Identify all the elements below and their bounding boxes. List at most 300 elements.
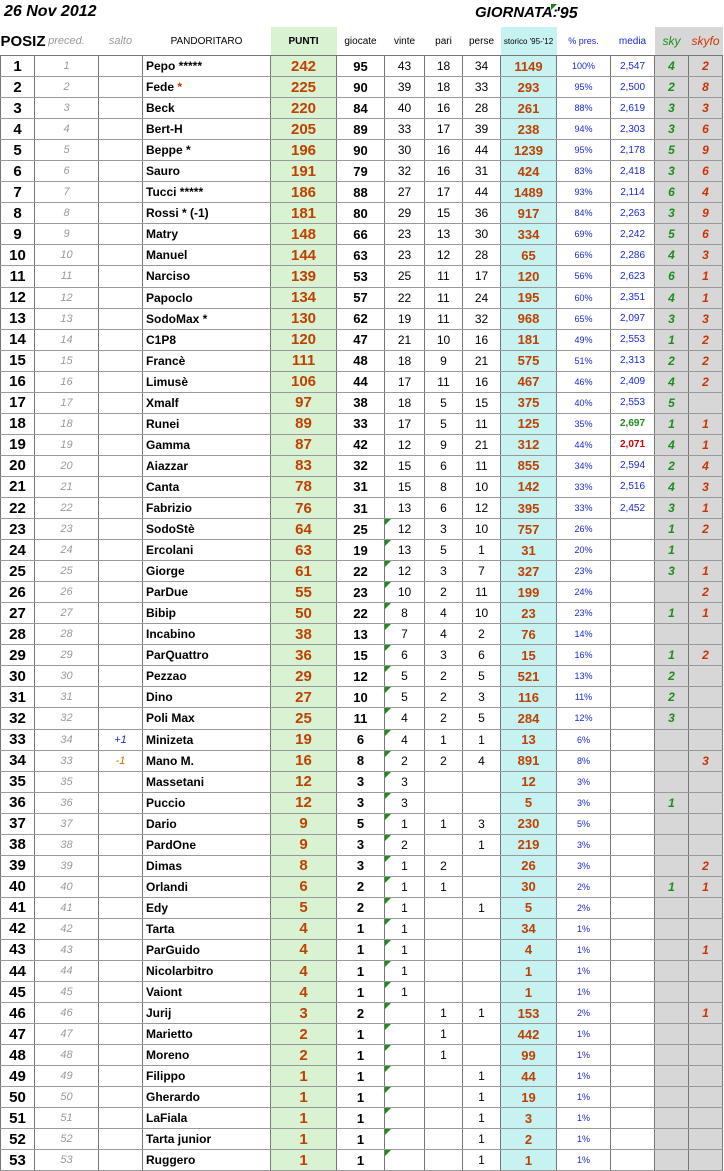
corner-triangle-icon bbox=[385, 1129, 391, 1135]
wins-cell: 8 bbox=[385, 603, 425, 624]
points-cell: 83 bbox=[271, 455, 337, 476]
sky-cell: 1 bbox=[655, 876, 689, 897]
sky-cell bbox=[655, 582, 689, 603]
col-header-giocate: giocate bbox=[344, 35, 377, 47]
presence-percent-cell: 100% bbox=[557, 56, 611, 77]
previous-position-cell: 42 bbox=[35, 918, 99, 939]
historic-cell: 65 bbox=[501, 245, 557, 266]
played-cell: 42 bbox=[337, 434, 385, 455]
average-cell: 2,418 bbox=[611, 161, 655, 182]
player-name-cell bbox=[143, 476, 271, 497]
player-name: Pezzao bbox=[146, 669, 187, 684]
wins-cell bbox=[385, 1045, 425, 1066]
jump-cell bbox=[99, 792, 143, 813]
historic-cell: 23 bbox=[501, 603, 557, 624]
player-name: Tarta junior bbox=[146, 1132, 212, 1147]
average-cell bbox=[611, 582, 655, 603]
position-cell: 5 bbox=[1, 140, 35, 161]
draws-cell bbox=[425, 1066, 463, 1087]
historic-cell: 575 bbox=[501, 350, 557, 371]
draws-cell: 12 bbox=[425, 245, 463, 266]
wins-cell: 21 bbox=[385, 329, 425, 350]
jump-cell bbox=[99, 540, 143, 561]
losses-cell bbox=[463, 855, 501, 876]
draws-cell: 2 bbox=[425, 750, 463, 771]
draws-cell: 3 bbox=[425, 519, 463, 540]
losses-cell: 12 bbox=[463, 497, 501, 518]
average-cell bbox=[611, 1003, 655, 1024]
table-row bbox=[1, 645, 723, 666]
table-row bbox=[1, 540, 723, 561]
player-name: Dimas bbox=[146, 858, 183, 873]
table-row bbox=[1, 687, 723, 708]
presence-percent-cell: 33% bbox=[557, 497, 611, 518]
played-cell: 66 bbox=[337, 224, 385, 245]
player-name: ParGuido bbox=[146, 942, 201, 957]
skyfo-cell bbox=[689, 540, 723, 561]
points-cell: 130 bbox=[271, 308, 337, 329]
historic-cell: 424 bbox=[501, 161, 557, 182]
presence-percent-cell: 3% bbox=[557, 771, 611, 792]
average-cell bbox=[611, 1108, 655, 1129]
presence-percent-cell: 95% bbox=[557, 77, 611, 98]
player-name: ParQuattro bbox=[146, 648, 209, 663]
losses-cell: 1 bbox=[463, 897, 501, 918]
jump-cell bbox=[99, 1150, 143, 1171]
table-row bbox=[1, 897, 723, 918]
draws-cell bbox=[425, 961, 463, 982]
draws-cell: 11 bbox=[425, 266, 463, 287]
points-cell: 225 bbox=[271, 77, 337, 98]
losses-cell: 1 bbox=[463, 540, 501, 561]
wins-cell: 1 bbox=[385, 939, 425, 960]
losses-cell: 10 bbox=[463, 519, 501, 540]
played-cell: 90 bbox=[337, 140, 385, 161]
draws-cell: 5 bbox=[425, 413, 463, 434]
played-cell: 22 bbox=[337, 561, 385, 582]
presence-percent-cell: 11% bbox=[557, 687, 611, 708]
presence-percent-cell: 65% bbox=[557, 308, 611, 329]
player-name: Nicolarbitro bbox=[146, 964, 214, 979]
played-cell: 3 bbox=[337, 834, 385, 855]
position-cell: 36 bbox=[1, 792, 35, 813]
previous-position-cell: 9 bbox=[35, 224, 99, 245]
position-cell: 49 bbox=[1, 1066, 35, 1087]
historic-cell: 1239 bbox=[501, 140, 557, 161]
average-cell: 2,303 bbox=[611, 119, 655, 140]
played-cell: 84 bbox=[337, 98, 385, 119]
table-row bbox=[1, 582, 723, 603]
presence-percent-cell: 14% bbox=[557, 624, 611, 645]
average-cell: 2,313 bbox=[611, 350, 655, 371]
position-cell: 42 bbox=[1, 918, 35, 939]
losses-cell: 24 bbox=[463, 287, 501, 308]
played-cell: 1 bbox=[337, 939, 385, 960]
average-cell: 2,697 bbox=[611, 413, 655, 434]
presence-percent-cell: 1% bbox=[557, 961, 611, 982]
player-name: Gherardo bbox=[146, 1090, 201, 1105]
draws-cell: 5 bbox=[425, 540, 463, 561]
average-cell bbox=[611, 645, 655, 666]
position-cell: 11 bbox=[1, 266, 35, 287]
player-name: LaFiala bbox=[146, 1111, 188, 1126]
standings-table bbox=[0, 27, 723, 1171]
corner-triangle-icon bbox=[385, 730, 391, 736]
points-cell: 76 bbox=[271, 497, 337, 518]
previous-position-cell: 10 bbox=[35, 245, 99, 266]
previous-position-cell: 32 bbox=[35, 708, 99, 729]
played-cell: 79 bbox=[337, 161, 385, 182]
skyfo-cell bbox=[689, 961, 723, 982]
skyfo-cell: 1 bbox=[689, 434, 723, 455]
player-name: Beck bbox=[146, 101, 175, 116]
draws-cell: 18 bbox=[425, 56, 463, 77]
average-cell: 2,547 bbox=[611, 56, 655, 77]
average-cell bbox=[611, 624, 655, 645]
player-name-cell bbox=[143, 1087, 271, 1108]
jump-cell bbox=[99, 582, 143, 603]
jump-cell bbox=[99, 1024, 143, 1045]
table-row bbox=[1, 982, 723, 1003]
sky-cell: 3 bbox=[655, 119, 689, 140]
player-name-cell bbox=[143, 729, 271, 750]
played-cell: 33 bbox=[337, 413, 385, 434]
sky-cell bbox=[655, 897, 689, 918]
played-cell: 15 bbox=[337, 645, 385, 666]
previous-position-cell: 16 bbox=[35, 371, 99, 392]
table-row bbox=[1, 308, 723, 329]
table-row bbox=[1, 497, 723, 518]
jump-cell bbox=[99, 897, 143, 918]
player-name-cell bbox=[143, 540, 271, 561]
player-name-cell bbox=[143, 77, 271, 98]
position-cell: 13 bbox=[1, 308, 35, 329]
player-name-cell bbox=[143, 245, 271, 266]
position-cell: 25 bbox=[1, 561, 35, 582]
historic-cell: 34 bbox=[501, 918, 557, 939]
player-name-cell bbox=[143, 161, 271, 182]
previous-position-cell: 26 bbox=[35, 582, 99, 603]
player-name-cell bbox=[143, 561, 271, 582]
presence-percent-cell: 5% bbox=[557, 813, 611, 834]
player-name-cell bbox=[143, 750, 271, 771]
wins-cell: 1 bbox=[385, 897, 425, 918]
jump-cell bbox=[99, 350, 143, 371]
skyfo-cell bbox=[689, 897, 723, 918]
table-row bbox=[1, 203, 723, 224]
wins-cell: 33 bbox=[385, 119, 425, 140]
jump-cell bbox=[99, 371, 143, 392]
points-cell: 4 bbox=[271, 961, 337, 982]
points-cell: 4 bbox=[271, 939, 337, 960]
position-cell: 19 bbox=[1, 434, 35, 455]
corner-triangle-icon bbox=[385, 1087, 391, 1093]
presence-percent-cell: 1% bbox=[557, 1108, 611, 1129]
position-cell: 18 bbox=[1, 413, 35, 434]
player-name-cell bbox=[143, 371, 271, 392]
skyfo-cell bbox=[689, 1129, 723, 1150]
player-name-cell bbox=[143, 266, 271, 287]
wins-cell: 25 bbox=[385, 266, 425, 287]
table-row bbox=[1, 119, 723, 140]
jump-cell bbox=[99, 161, 143, 182]
wins-cell bbox=[385, 1024, 425, 1045]
player-name-cell bbox=[143, 1108, 271, 1129]
wins-cell: 5 bbox=[385, 687, 425, 708]
draws-cell: 11 bbox=[425, 287, 463, 308]
giornata-label: GIORNATA: bbox=[475, 4, 558, 21]
corner-triangle-icon bbox=[385, 1150, 391, 1156]
presence-percent-cell: 20% bbox=[557, 540, 611, 561]
draws-cell bbox=[425, 792, 463, 813]
position-cell: 20 bbox=[1, 455, 35, 476]
previous-position-cell: 40 bbox=[35, 876, 99, 897]
player-name: Limusè bbox=[146, 374, 189, 389]
position-cell: 24 bbox=[1, 540, 35, 561]
draws-cell: 9 bbox=[425, 350, 463, 371]
sky-cell: 3 bbox=[655, 203, 689, 224]
losses-cell: 15 bbox=[463, 392, 501, 413]
presence-percent-cell: 93% bbox=[557, 182, 611, 203]
draws-cell: 17 bbox=[425, 119, 463, 140]
sky-cell bbox=[655, 1045, 689, 1066]
skyfo-cell: 2 bbox=[689, 350, 723, 371]
table-row bbox=[1, 224, 723, 245]
corner-triangle-icon bbox=[385, 919, 391, 925]
wins-cell bbox=[385, 1066, 425, 1087]
player-name: Filippo bbox=[146, 1069, 186, 1084]
previous-position-cell: 39 bbox=[35, 855, 99, 876]
previous-position-cell: 5 bbox=[35, 140, 99, 161]
sky-cell bbox=[655, 729, 689, 750]
position-cell: 32 bbox=[1, 708, 35, 729]
presence-percent-cell: 23% bbox=[557, 603, 611, 624]
presence-percent-cell: 56% bbox=[557, 266, 611, 287]
player-name: Puccio bbox=[146, 795, 186, 810]
skyfo-cell: 1 bbox=[689, 876, 723, 897]
points-cell: 2 bbox=[271, 1024, 337, 1045]
position-cell: 7 bbox=[1, 182, 35, 203]
position-cell: 3 bbox=[1, 98, 35, 119]
wins-cell: 29 bbox=[385, 203, 425, 224]
draws-cell: 11 bbox=[425, 308, 463, 329]
played-cell: 2 bbox=[337, 1003, 385, 1024]
losses-cell: 1 bbox=[463, 1108, 501, 1129]
position-cell: 46 bbox=[1, 1003, 35, 1024]
presence-percent-cell: 16% bbox=[557, 645, 611, 666]
draws-cell: 18 bbox=[425, 77, 463, 98]
sky-cell bbox=[655, 1129, 689, 1150]
average-cell bbox=[611, 813, 655, 834]
average-cell bbox=[611, 603, 655, 624]
historic-cell: 44 bbox=[501, 1066, 557, 1087]
previous-position-cell: 35 bbox=[35, 771, 99, 792]
jump-cell bbox=[99, 119, 143, 140]
player-name-cell bbox=[143, 392, 271, 413]
table-row bbox=[1, 666, 723, 687]
skyfo-cell bbox=[689, 918, 723, 939]
player-name: Tucci ***** bbox=[146, 185, 204, 200]
played-cell: 6 bbox=[337, 729, 385, 750]
player-name: Massetani bbox=[146, 774, 205, 789]
historic-cell: 15 bbox=[501, 645, 557, 666]
losses-cell: 7 bbox=[463, 561, 501, 582]
position-cell: 47 bbox=[1, 1024, 35, 1045]
table-row bbox=[1, 98, 723, 119]
wins-cell: 4 bbox=[385, 708, 425, 729]
draws-cell: 4 bbox=[425, 603, 463, 624]
player-name: Poli Max bbox=[146, 711, 195, 726]
wins-cell: 1 bbox=[385, 813, 425, 834]
losses-cell: 34 bbox=[463, 56, 501, 77]
position-cell: 40 bbox=[1, 876, 35, 897]
losses-cell: 3 bbox=[463, 813, 501, 834]
player-name: SodoStè bbox=[146, 522, 195, 537]
previous-position-cell: 13 bbox=[35, 308, 99, 329]
wins-cell: 43 bbox=[385, 56, 425, 77]
player-name-cell bbox=[143, 455, 271, 476]
jump-cell bbox=[99, 434, 143, 455]
points-cell: 186 bbox=[271, 182, 337, 203]
position-cell: 27 bbox=[1, 603, 35, 624]
jump-cell bbox=[99, 1003, 143, 1024]
historic-cell: 855 bbox=[501, 455, 557, 476]
jump-cell bbox=[99, 876, 143, 897]
losses-cell bbox=[463, 918, 501, 939]
average-cell bbox=[611, 519, 655, 540]
jump-cell bbox=[99, 645, 143, 666]
jump-cell bbox=[99, 203, 143, 224]
skyfo-cell bbox=[689, 834, 723, 855]
average-cell: 2,623 bbox=[611, 266, 655, 287]
previous-position-cell: 1 bbox=[35, 56, 99, 77]
position-cell: 9 bbox=[1, 224, 35, 245]
player-name-cell bbox=[143, 182, 271, 203]
corner-triangle-icon bbox=[385, 708, 391, 714]
jump-cell bbox=[99, 140, 143, 161]
player-name: ParDue bbox=[146, 585, 189, 600]
sky-cell: 5 bbox=[655, 224, 689, 245]
table-row bbox=[1, 476, 723, 497]
played-cell: 1 bbox=[337, 961, 385, 982]
presence-percent-cell: 60% bbox=[557, 287, 611, 308]
previous-position-cell: 11 bbox=[35, 266, 99, 287]
skyfo-cell: 1 bbox=[689, 603, 723, 624]
col-header-media: media bbox=[618, 35, 647, 47]
player-name: Edy bbox=[146, 900, 169, 915]
played-cell: 1 bbox=[337, 918, 385, 939]
sky-cell: 3 bbox=[655, 561, 689, 582]
draws-cell bbox=[425, 1150, 463, 1171]
wins-cell: 2 bbox=[385, 750, 425, 771]
historic-cell: 116 bbox=[501, 687, 557, 708]
player-name: Aiazzar bbox=[146, 458, 189, 473]
wins-cell: 22 bbox=[385, 287, 425, 308]
wins-cell bbox=[385, 1150, 425, 1171]
table-row bbox=[1, 708, 723, 729]
points-cell: 36 bbox=[271, 645, 337, 666]
position-cell: 52 bbox=[1, 1129, 35, 1150]
previous-position-cell: 48 bbox=[35, 1045, 99, 1066]
position-cell: 17 bbox=[1, 392, 35, 413]
wins-cell: 17 bbox=[385, 413, 425, 434]
corner-triangle-icon bbox=[385, 540, 391, 546]
losses-cell: 1 bbox=[463, 1003, 501, 1024]
player-name: Dario bbox=[146, 816, 177, 831]
sky-cell: 3 bbox=[655, 308, 689, 329]
draws-cell: 2 bbox=[425, 855, 463, 876]
losses-cell: 1 bbox=[463, 1066, 501, 1087]
position-cell: 37 bbox=[1, 813, 35, 834]
previous-position-cell: 19 bbox=[35, 434, 99, 455]
player-name: Bibip bbox=[146, 606, 176, 621]
points-cell: 19 bbox=[271, 729, 337, 750]
historic-cell: 334 bbox=[501, 224, 557, 245]
sky-cell: 4 bbox=[655, 245, 689, 266]
player-star-mark: * bbox=[174, 80, 183, 95]
player-name-cell bbox=[143, 855, 271, 876]
historic-cell: 238 bbox=[501, 119, 557, 140]
points-cell: 1 bbox=[271, 1129, 337, 1150]
points-cell: 63 bbox=[271, 540, 337, 561]
presence-percent-cell: 3% bbox=[557, 834, 611, 855]
points-cell: 78 bbox=[271, 476, 337, 497]
presence-percent-cell: 88% bbox=[557, 98, 611, 119]
previous-position-cell: 37 bbox=[35, 813, 99, 834]
position-cell: 23 bbox=[1, 519, 35, 540]
presence-percent-cell: 40% bbox=[557, 392, 611, 413]
corner-triangle-icon bbox=[385, 877, 391, 883]
average-cell: 2,594 bbox=[611, 455, 655, 476]
losses-cell: 44 bbox=[463, 140, 501, 161]
previous-position-cell: 33 bbox=[35, 750, 99, 771]
position-cell: 48 bbox=[1, 1045, 35, 1066]
wins-cell: 27 bbox=[385, 182, 425, 203]
average-cell: 2,097 bbox=[611, 308, 655, 329]
wins-cell: 18 bbox=[385, 392, 425, 413]
player-name-cell bbox=[143, 287, 271, 308]
wins-cell: 5 bbox=[385, 666, 425, 687]
wins-cell: 32 bbox=[385, 161, 425, 182]
skyfo-cell: 9 bbox=[689, 203, 723, 224]
jump-cell: +1 bbox=[99, 729, 143, 750]
player-name: Mano M. bbox=[146, 753, 194, 768]
wins-cell: 2 bbox=[385, 834, 425, 855]
player-name-cell bbox=[143, 1066, 271, 1087]
sky-cell: 1 bbox=[655, 540, 689, 561]
draws-cell: 1 bbox=[425, 1024, 463, 1045]
points-cell: 27 bbox=[271, 687, 337, 708]
losses-cell: 4 bbox=[463, 750, 501, 771]
previous-position-cell: 17 bbox=[35, 392, 99, 413]
skyfo-cell: 9 bbox=[689, 140, 723, 161]
points-cell: 205 bbox=[271, 119, 337, 140]
corner-triangle-icon bbox=[385, 793, 391, 799]
historic-cell: 5 bbox=[501, 792, 557, 813]
jump-cell bbox=[99, 666, 143, 687]
draws-cell bbox=[425, 939, 463, 960]
points-cell: 111 bbox=[271, 350, 337, 371]
points-cell: 8 bbox=[271, 855, 337, 876]
giornata-number: '95 bbox=[556, 5, 578, 22]
player-name: Narciso bbox=[146, 269, 191, 284]
previous-position-cell: 27 bbox=[35, 603, 99, 624]
position-cell: 53 bbox=[1, 1150, 35, 1171]
losses-cell: 33 bbox=[463, 77, 501, 98]
previous-position-cell: 23 bbox=[35, 519, 99, 540]
sky-cell: 5 bbox=[655, 392, 689, 413]
draws-cell bbox=[425, 1129, 463, 1150]
